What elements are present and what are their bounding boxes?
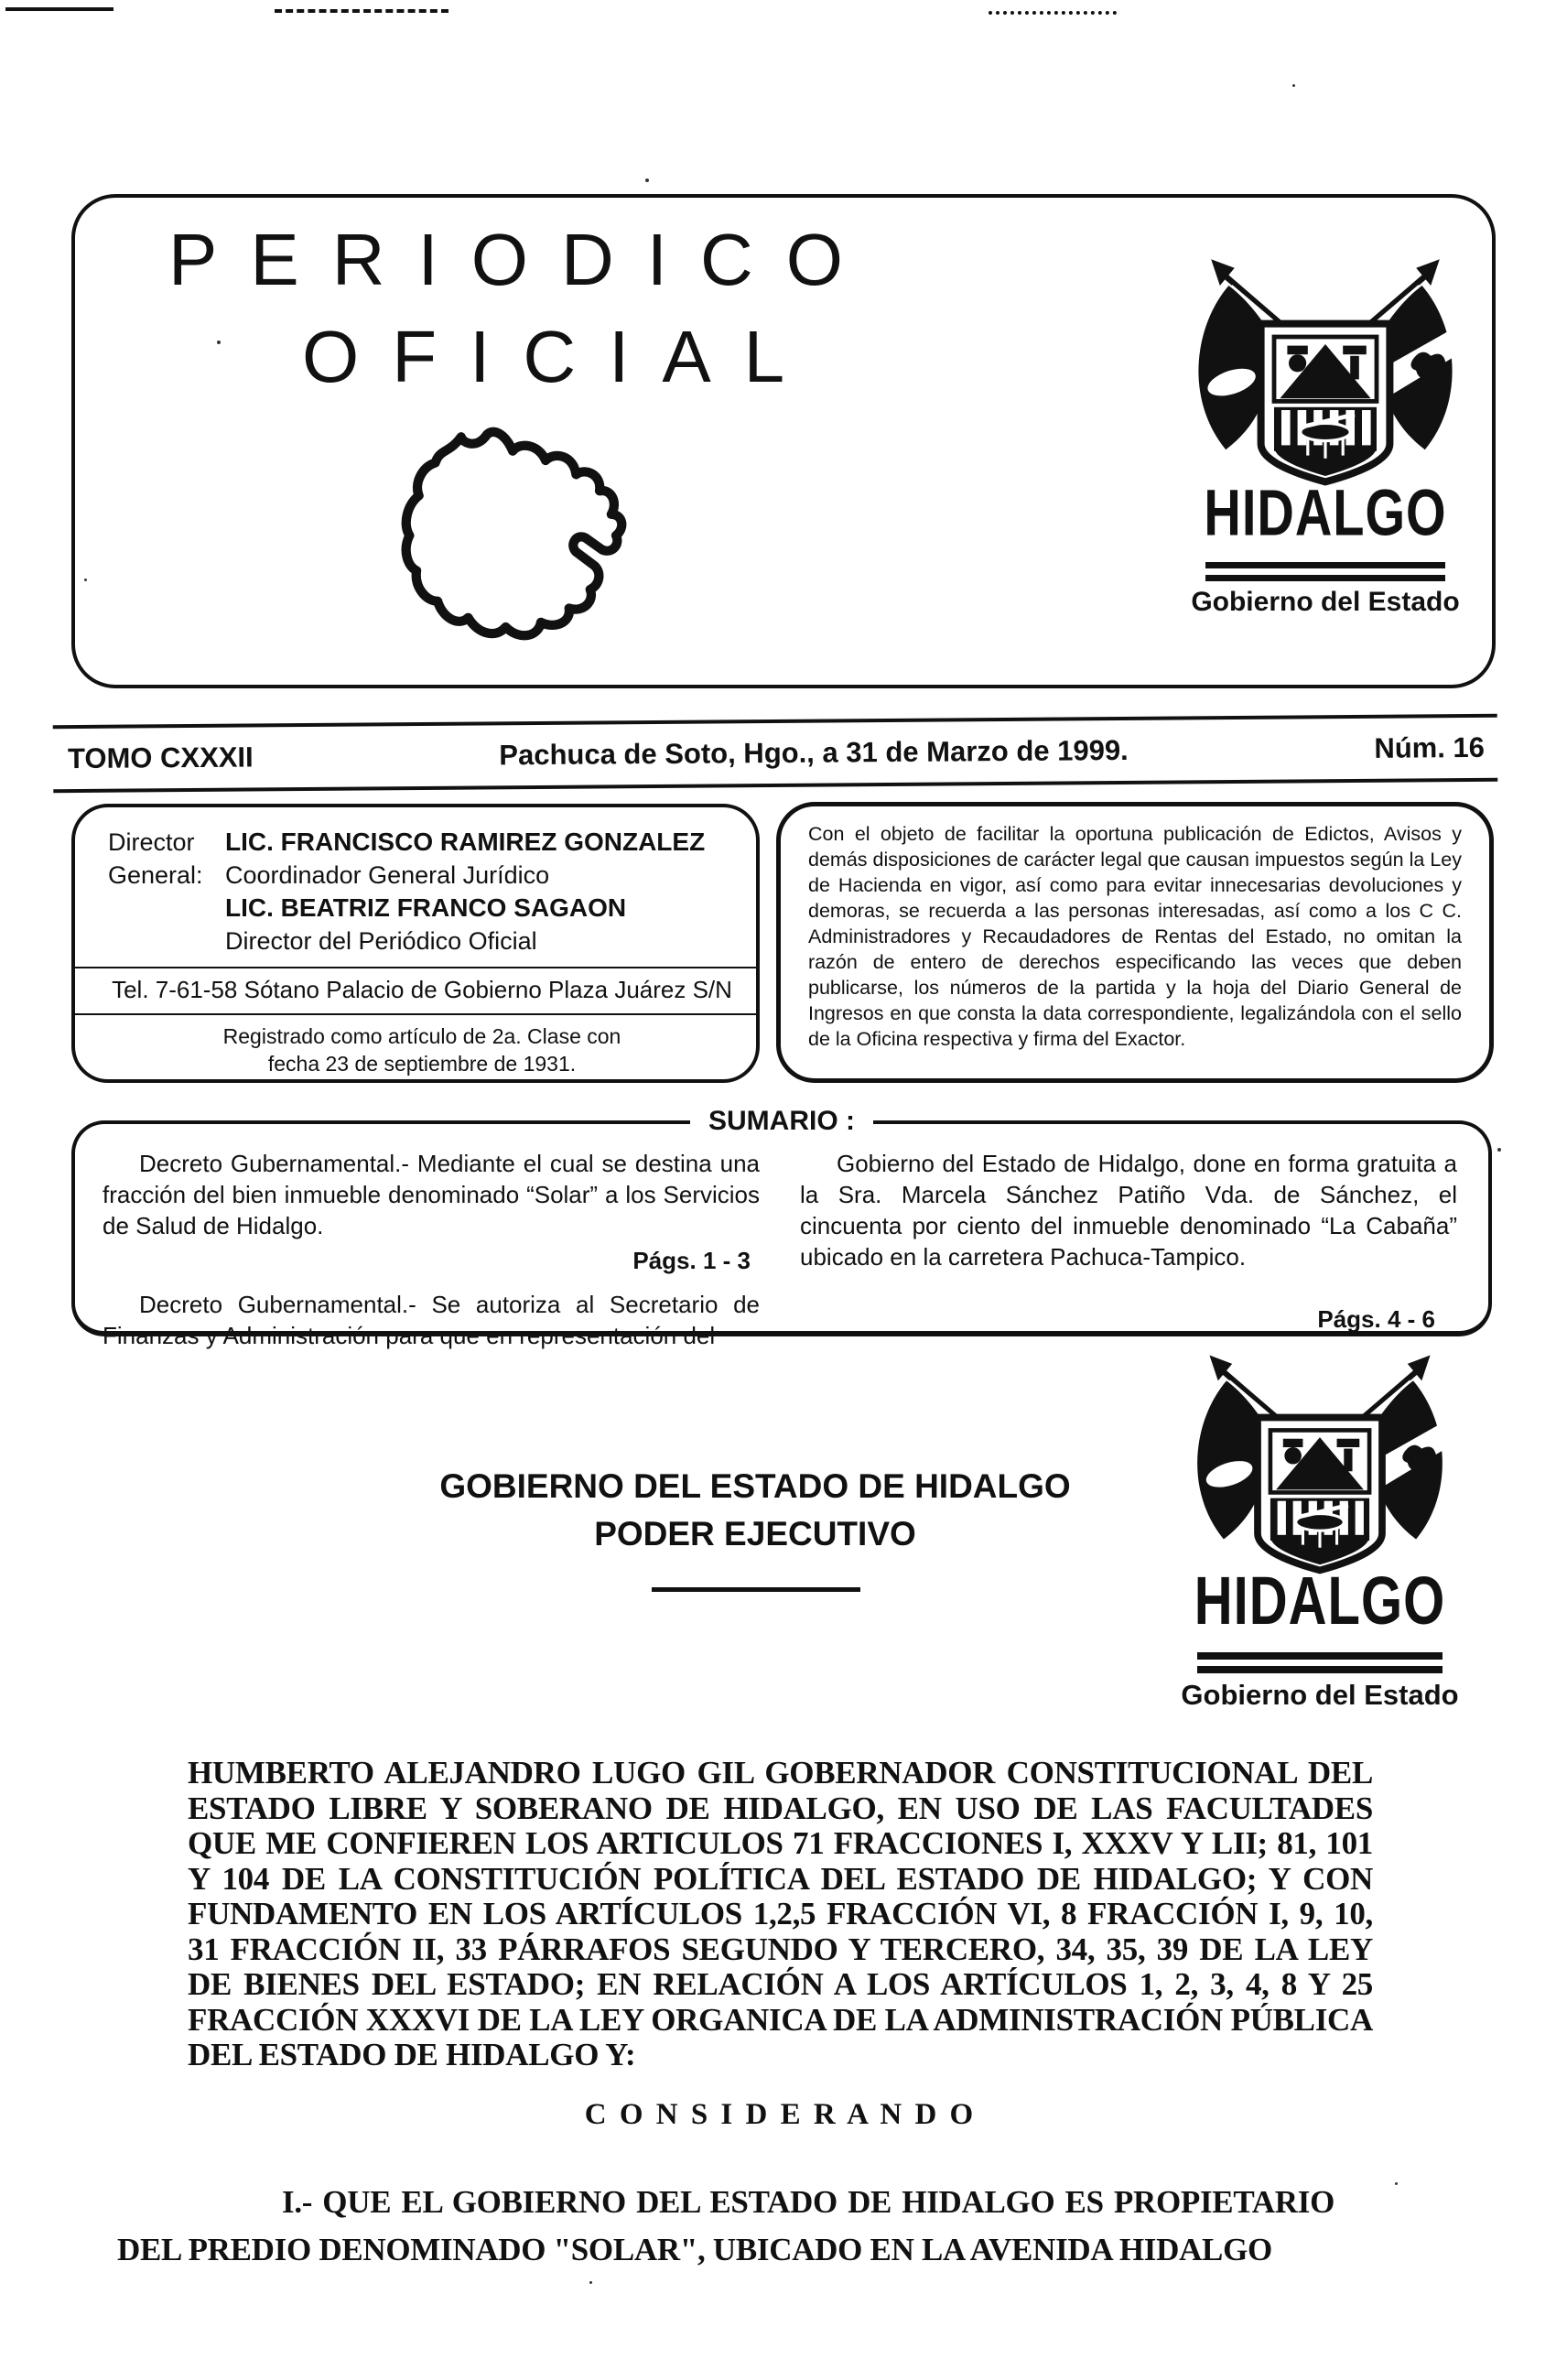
coat-of-arms-crest-icon (1164, 242, 1486, 491)
hidalgo-coat-of-arms (1164, 242, 1486, 618)
masthead-box (71, 194, 1496, 688)
gazette-title-line1: PERIODICO (168, 219, 876, 300)
government-subtitle: Gobierno del Estado (1181, 1678, 1459, 1711)
gazette-title-line2: OFICIAL (302, 316, 818, 397)
director-label-line2: General: (108, 861, 203, 889)
issue-bar (53, 714, 1498, 793)
director-info-box (71, 804, 760, 1083)
scan-speck (1497, 1148, 1501, 1152)
section-heading (188, 1463, 1323, 1558)
director-general-name: LIC. FRANCISCO RAMIREZ GONZALEZ (225, 828, 706, 856)
section-divider (652, 1587, 860, 1592)
office-address: Tel. 7-61-58 Sótano Palacio de Gobierno Plaza Juárez S/N (112, 976, 732, 1003)
sumario-item-2-text: Decreto Gubernamental.- Se autoriza al Secretario de Finanzas y Administración para que en representación del (103, 1291, 760, 1349)
considerando-first-clause: I.- QUE EL GOBIERNO DEL ESTADO DE HIDALGO ES PROPIETARIO DEL PREDIO DENOMINADO "SOLAR", UBICADO EN LA AVENIDA HIDALGO (117, 2184, 1334, 2267)
scan-speck (645, 178, 649, 182)
publication-notice-box (776, 802, 1494, 1083)
hidalgo-coat-of-arms (1164, 1338, 1475, 1712)
section-title-line1: GOBIERNO DEL ESTADO DE HIDALGO (439, 1467, 1071, 1505)
issue-dateline: Pachuca de Soto, Hgo., a 31 de Marzo de 1999. (499, 733, 1129, 772)
considerando-heading: C O N S I D E R A N D O (584, 2098, 977, 2131)
director-label-line1: Director (108, 828, 195, 856)
section-title-line2: PODER EJECUTIVO (594, 1515, 916, 1552)
sumario-heading: SUMARIO : (690, 1106, 873, 1137)
sumario-item-2-pages: Págs. 4 - 6 (1317, 1305, 1435, 1333)
issue-number: Núm. 16 (1374, 730, 1486, 764)
hidalgo-wordmark: HIDALGO (1194, 1563, 1446, 1639)
scan-speck (1395, 2182, 1398, 2185)
hidalgo-state-map-outline-icon (377, 406, 672, 665)
sumario-item-2-continuation: Gobierno del Estado de Hidalgo, done en forma gratuita a la Sra. Marcela Sánchez Patiño Vda. de Sánchez, el cincuenta por ciento del inmueble denominado “La Cabaña” ubicado en la carretera Pachuca-Tampico. (800, 1150, 1457, 1271)
wordmark-underline (1205, 556, 1445, 581)
registration-line2: fecha 23 de septiembre de 1931. (267, 1052, 577, 1076)
scan-artifact (5, 7, 113, 11)
decree-preamble-paragraph: HUMBERTO ALEJANDRO LUGO GIL GOBERNADOR CONSTITUCIONAL DEL ESTADO LIBRE Y SOBERANO DE HIDALGO, EN USO DE LAS FACULTADES QUE ME CONFIEREN LOS ARTICULOS 71 FRACCIONES I, XXXV Y LII; 81, 101 Y 104 DE LA CONSTITUCIÓN POLÍTICA DEL ESTADO DE HIDALGO; Y CON FUNDAMENTO EN LOS ARTÍCULOS 1,2,5 FRACCIÓN VI, 8 FRACCIÓN I, 9, 10, 31 FRACCIÓN II, 33 PÁRRAFOS SEGUNDO Y TERCERO, 34, 35, 39 DE LA LEY DE BIENES DEL ESTADO; EN RELACIÓN A LOS ARTÍCULOS 1, 2, 3, 4, 8 Y 25 FRACCIÓN XXXVI DE LA LEY ORGANICA DE LA ADMINISTRACIÓN PÚBLICA DEL ESTADO DE HIDALGO Y: (188, 1755, 1373, 2072)
wordmark-underline (1197, 1646, 1443, 1673)
periodico-director-role: Director del Periódico Oficial (225, 927, 537, 955)
scan-speck (1292, 84, 1295, 87)
sumario-item-1-text: Decreto Gubernamental.- Mediante el cual se destina una fracción del bien inmueble denominado “Solar” a los Servicios de Salud de Hidalgo. (103, 1150, 760, 1239)
periodico-director-name: LIC. BEATRIZ FRANCO SAGAON (225, 893, 627, 922)
coat-of-arms-crest-icon (1164, 1338, 1475, 1579)
sumario-left-column (103, 1148, 760, 1351)
director-general-role: Coordinador General Jurídico (225, 861, 550, 889)
tomo-label: TOMO CXXXII (67, 741, 254, 775)
director-general-label (108, 826, 225, 957)
registration-note (108, 1022, 736, 1077)
registration-line1: Registrado como artículo de 2a. Clase con (222, 1024, 621, 1048)
scan-artifact (989, 11, 1117, 15)
sumario-item-1-pages: Págs. 1 - 3 (632, 1247, 751, 1274)
scan-speck (589, 2281, 592, 2284)
scan-artifact (275, 9, 448, 13)
divider (75, 1013, 756, 1015)
sumario-box (71, 1106, 1492, 1349)
publication-notice-text: Con el objeto de facilitar la oportuna publicación de Edictos, Avisos y demás disposiciones de carácter legal que causan impuestos según la Ley de Hacienda en vigor, así como para evitar innecesarias devoluciones y demoras, se recuerda a las personas interesadas, así como a los C C. Administradores y Recaudadores de Rentas del Estado, no omitan la razón de entero de derechos especificando las veces que deben publicarse, los números de la partida y la hoja del Diario General de Ingresos en que consta la data correspondiente, legalizándola con el sello de la Oficina respectiva y firma del Exactor. (808, 823, 1462, 1050)
hidalgo-wordmark: HIDALGO (1204, 475, 1447, 549)
government-subtitle: Gobierno del Estado (1191, 587, 1460, 617)
divider (75, 967, 756, 968)
sumario-right-column (800, 1148, 1457, 1351)
